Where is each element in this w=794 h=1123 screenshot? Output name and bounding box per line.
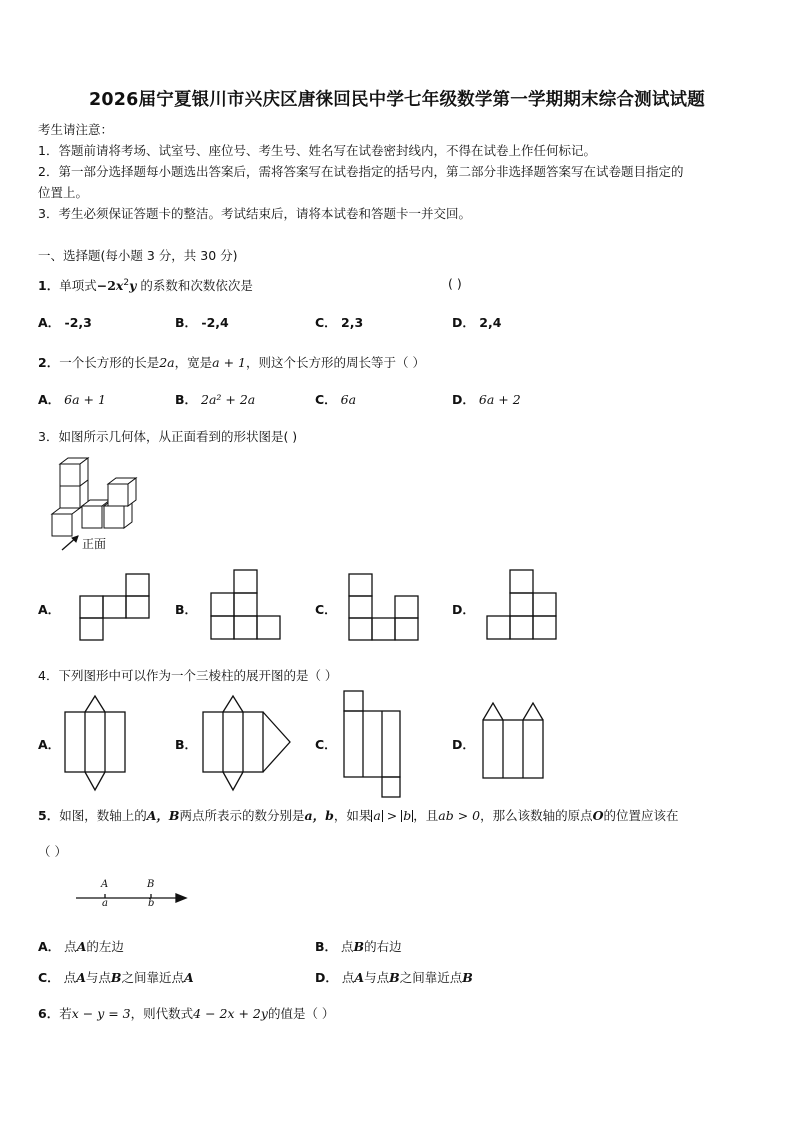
question-4-stem: 4．下列图形中可以作为一个三棱柱的展开图的是（ ） [38,668,338,683]
q1-option-b[interactable] [175,313,229,331]
option-point: B [462,970,473,985]
q2-length: 2a [159,355,175,370]
q5-abs-b: b [403,808,412,823]
q3-option-d-figure[interactable] [486,569,560,641]
notice-heading: 考生请注意： [38,122,114,137]
q6-condition: x − y = 3 [71,1006,131,1021]
q4-option-c-label[interactable]: C． [315,737,337,752]
question-2-stem [38,353,425,371]
option-key: B． [175,315,198,330]
option-text: 点 [63,970,77,985]
section-heading: 一、选择题(每小题 3 分，共 30 分) [38,248,238,263]
q4-option-b-label[interactable]: B． [175,737,198,752]
q5-abs-a: a [373,808,381,823]
option-point: A [354,970,365,985]
q5-values: a，b [304,808,334,823]
option-point: B [353,939,365,954]
option-text: 6a + 1 [64,392,106,407]
q1-option-d[interactable] [452,313,501,331]
q4-option-a-net[interactable] [64,695,126,795]
q5-product: ab > 0 [438,808,481,823]
question-5-stem [38,806,679,824]
option-key: A． [38,392,61,407]
q2-option-a[interactable] [38,390,106,408]
option-point: A [76,970,86,985]
q3-option-c-figure[interactable] [348,573,422,643]
q3-option-d-label[interactable]: D． [452,602,475,617]
option-key: B． [175,392,198,407]
option-key: C． [38,970,60,985]
q1-coef: −2 [96,278,116,293]
q5-mid4: ，那么该数轴的原点 [480,808,593,823]
option-text: 2,3 [341,315,364,330]
cube-col-left [60,458,88,508]
option-text: -2,3 [64,315,92,330]
option-text: 2a² + 2a [201,392,256,407]
q1-exp: 2 [123,277,130,288]
option-text: 点 [341,970,355,985]
option-key: C． [315,315,337,330]
axis-label-B: B [147,879,155,890]
q1-option-a[interactable] [38,313,92,331]
page-title: 2026届宁夏银川市兴庆区唐徕回民中学七年级数学第一学期期末综合测试试题 [89,90,705,110]
q6-mid: ，则代数式 [130,1006,194,1021]
q5-answer-paren: （ ） [38,844,67,859]
q4-option-b-net[interactable] [202,695,294,795]
q1-pre: 单项式 [59,278,97,293]
axis-label-A: A [101,879,109,890]
question-3-stem: 3．如图所示几何体，从正面看到的形状图是( ) [38,429,298,444]
q5-number-line [74,880,190,916]
q1-y: y [129,278,137,293]
q5-mid2: ，如果 [333,808,372,823]
question-number: 6． [38,1006,60,1021]
option-text: 的右边 [364,939,402,954]
q3-option-a-label[interactable]: A． [38,602,61,617]
q3-option-b-figure[interactable] [210,569,284,641]
option-text: 6a + 2 [478,392,521,407]
option-key: B． [315,939,338,954]
q4-option-a-label[interactable]: A． [38,737,61,752]
q5-option-d[interactable] [315,968,473,986]
question-number: 1． [38,278,60,293]
axis-label-a: a [102,898,108,909]
option-text: 6a [340,392,357,407]
option-text: 与点 [85,970,111,985]
q2-mid: ，宽是 [174,355,213,370]
option-text: 之间靠近点 [121,970,184,985]
q6-expression: 4 − 2x + 2y [193,1006,268,1021]
q3-option-c-label[interactable]: C． [315,602,337,617]
q6-post: 的值是（ ） [267,1006,335,1021]
question-number: 2． [38,355,60,370]
q4-option-d-label[interactable]: D． [452,737,475,752]
q5-pre: 如图，数轴上的 [59,808,147,823]
option-key: D． [452,315,475,330]
option-text: -2,4 [201,315,229,330]
q1-answer-paren: ( ) [448,276,462,291]
front-label: 正面 [82,537,107,551]
q2-pre: 一个长方形的长是 [59,355,160,370]
q6-pre: 若 [59,1006,72,1021]
notice-item-2: 2．第一部分选择题每小题选出答案后，需将答案写在试卷指定的括号内，第二部分非选择题答案写在试卷题目指定的 [38,164,684,179]
option-point: A [184,970,194,985]
option-key: A． [38,315,61,330]
cube-right-top [108,478,136,506]
option-text: 2,4 [479,315,502,330]
q1-option-c[interactable] [315,313,363,331]
q4-option-d-net[interactable] [482,702,544,782]
option-point: A [76,939,87,954]
q5-option-a[interactable] [38,937,124,955]
option-key: D． [315,970,338,985]
option-text: 的左边 [86,939,124,954]
q2-width: a + 1 [212,355,246,370]
option-point: B [389,970,400,985]
q2-option-b[interactable] [175,390,255,408]
notice-item-3: 3．考生必须保证答题卡的整洁。考试结束后，请将本试卷和答题卡一并交回。 [38,206,471,221]
q5-gt: > [386,808,398,823]
q5-option-c[interactable] [38,968,194,986]
notice-item-1: 1．答题前请将考场、试室号、座位号、考生号、姓名写在试卷密封线内，不得在试卷上作任何标记。 [38,143,596,158]
q5-origin: O [592,808,604,823]
option-text: 与点 [364,970,390,985]
option-text: 点 [341,939,354,954]
option-key: C． [315,392,337,407]
notice-item-2-cont: 位置上。 [38,185,89,200]
q2-option-d[interactable] [452,390,521,408]
axis-label-b: b [148,898,155,909]
q5-mid3: ，且 [413,808,439,823]
q2-option-c[interactable] [315,390,356,408]
q5-option-b[interactable] [315,937,402,955]
q2-post: ，则这个长方形的周长等于（ ） [245,355,425,370]
q1-x: x [115,278,124,293]
q5-post: 的位置应该在 [603,808,679,823]
q3-option-a-figure[interactable] [78,573,152,643]
q1-post: 的系数和次数依次是 [140,278,253,293]
q3-option-b-label[interactable]: B． [175,602,198,617]
question-6-stem [38,1004,334,1022]
option-text: 点 [64,939,77,954]
q5-mid1: 两点所表示的数分别是 [179,808,305,823]
option-key: A． [38,939,61,954]
q5-points: A，B [146,808,180,823]
option-point: B [110,970,122,985]
q4-option-c-net[interactable] [343,690,405,800]
question-number: 5． [38,808,60,823]
option-text: 之间靠近点 [399,970,463,985]
option-key: D． [452,392,475,407]
question-1-stem [38,276,253,294]
